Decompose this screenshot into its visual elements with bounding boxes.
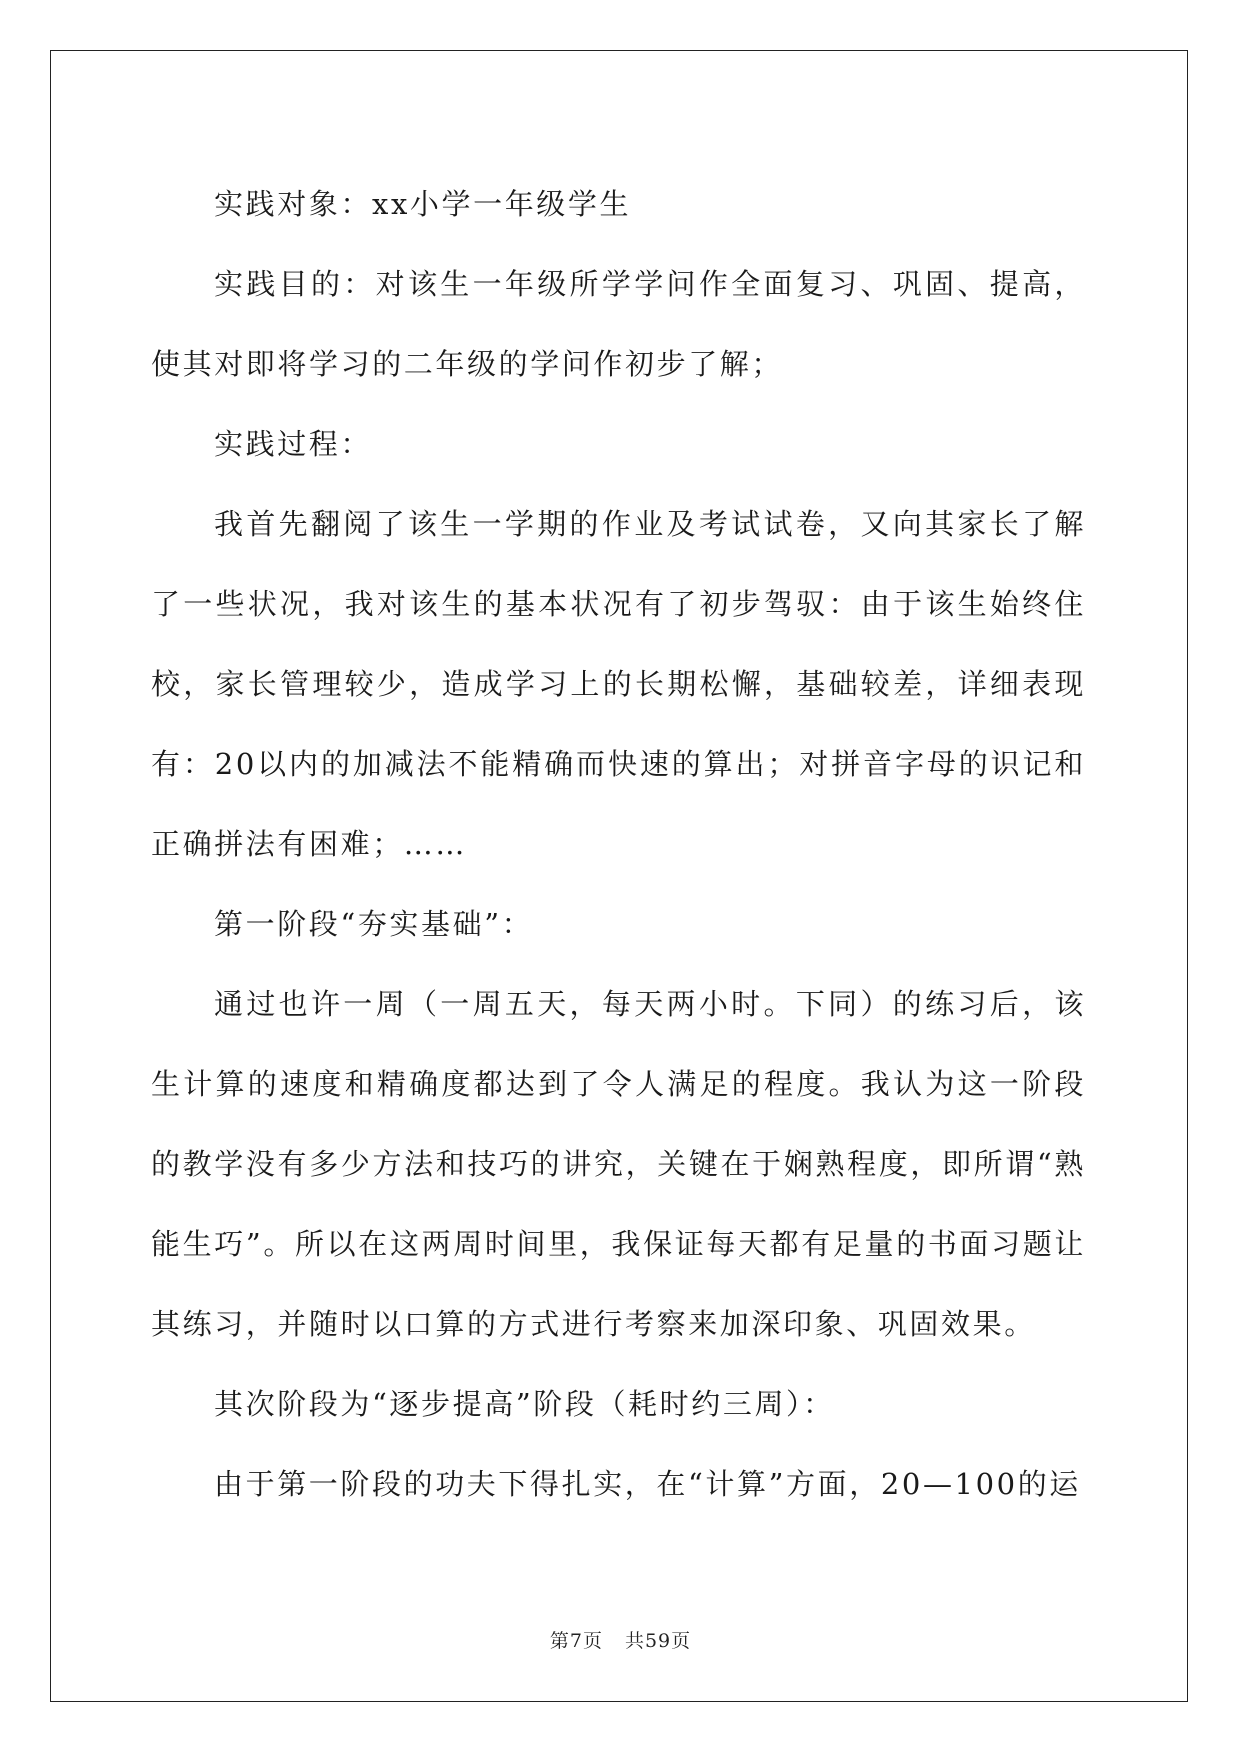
paragraph-stage-one-body: 通过也许一周（一周五天，每天两小时。下同）的练习后，该生计算的速度和精确度都达到了令人满足的程度。我认为这一阶段的教学没有多少方法和技巧的讲究，关键在于娴熟程度，即所谓“熟能生巧”。所以在这两周时间里，我保证每天都有足量的书面习题让其练习，并随时以口算的方式进行考察来加深印象、巩固效果。 — [151, 987, 1086, 1341]
paragraph-initial-assessment: 我首先翻阅了该生一学期的作业及考试试卷，又向其家长了解了一些状况，我对该生的基本状况有了初步驾驭：由于该生始终住校，家长管理较少，造成学习上的长期松懈，基础较差，详细表现有：20以内的加减法不能精确而快速的算出；对拼音字母的识记和正确拼法有困难；…… — [151, 507, 1086, 861]
page-total: 共59页 — [624, 1630, 692, 1652]
paragraph-stage-two-heading: 其次阶段为“逐步提高”阶段（耗时约三周）： — [214, 1387, 835, 1421]
paragraph-subject: 实践对象：xx小学一年级学生 — [214, 187, 632, 221]
page-footer — [0, 1626, 1241, 1653]
paragraph-purpose: 实践目的：对该生一年级所学学问作全面复习、巩固、提高，使其对即将学习的二年级的学问作初步了解； — [151, 267, 1086, 381]
document-body — [151, 164, 1086, 1524]
paragraph-process-heading: 实践过程： — [214, 427, 373, 461]
paragraph-stage-one-heading: 第一阶段“夯实基础”： — [214, 907, 534, 941]
page-number: 第7页 — [549, 1630, 603, 1652]
paragraph-stage-two-body: 由于第一阶段的功夫下得扎实，在“计算”方面，20—100的运 — [214, 1467, 1081, 1501]
